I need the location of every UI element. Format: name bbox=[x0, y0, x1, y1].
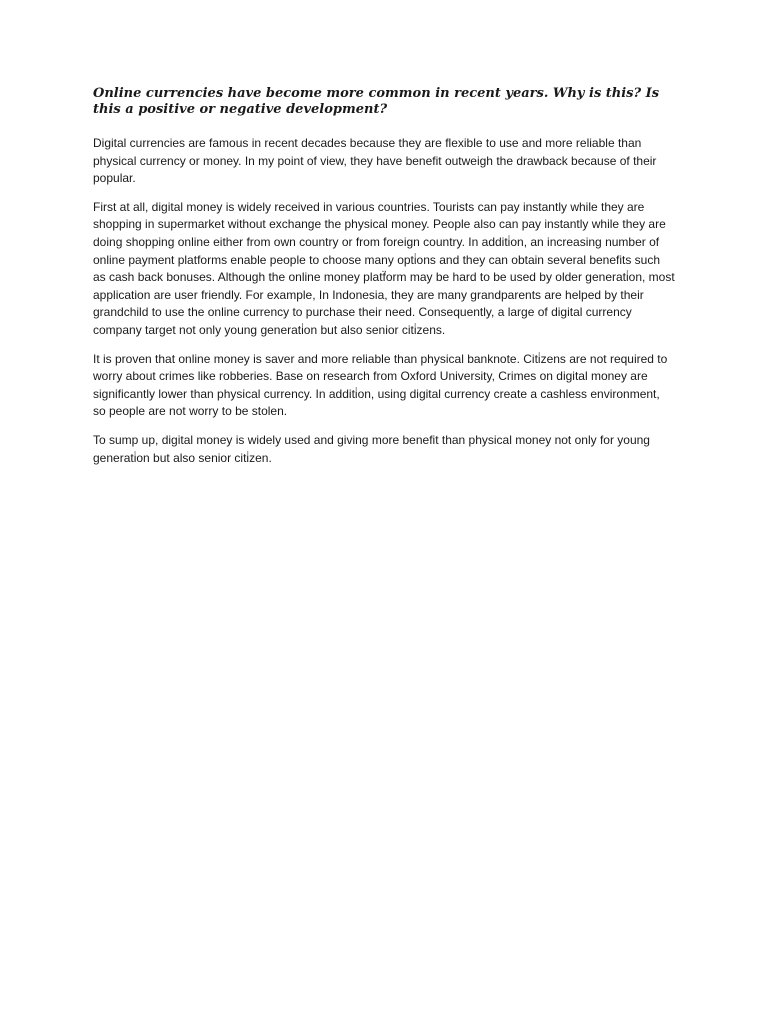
essay-body bbox=[93, 86, 675, 478]
essay-paragraph-body-2: It is proven that online money is saver and more reliable than physical banknote. Citi̇zens are not required to worry about crimes like robberies. Base on research from Oxford University, Crimes on digital money are significantly lower than physical currency. In additi̇on, using digital currency create a cashless environment, so people are not worry to be stolen. bbox=[93, 351, 668, 419]
essay-paragraph-intro: Digital currencies are famous in recent decades because they are flexible to use and more reliable than physical currency or money. In my point of view, they have benefit outweigh the drawback because of their popular. bbox=[93, 136, 657, 186]
essay-question: Online currencies have become more common in recent years. Why is this? Is this a positive or negative development? bbox=[93, 86, 660, 117]
essay-paragraph-body-1: First at all, digital money is widely received in various countries. Tourists can pay instantly while they are shopping in supermarket without exchange the physical money. People also can pay instantly while they are doing shopping online either from own country or from foreign country. In additi̇on, an increasing number of online payment platforms enable people to choose many opti̇ons and they can obtain several benefits such as cash back bonuses. Although the online money platf̈orm may be hard to be used by older generati̇on, most application are user friendly. For example, In Indonesia, they are many grandparents are helped by their grandchild to use the online currency to purchase their need. Consequently, a large of digital currency company target not only young generati̇on but also senior citi̇zens. bbox=[93, 199, 675, 337]
essay-paragraph-conclusion: To sump up, digital money is widely used and giving more benefit than physical money not only for young generati̇on but also senior citi̇zen. bbox=[93, 432, 650, 465]
